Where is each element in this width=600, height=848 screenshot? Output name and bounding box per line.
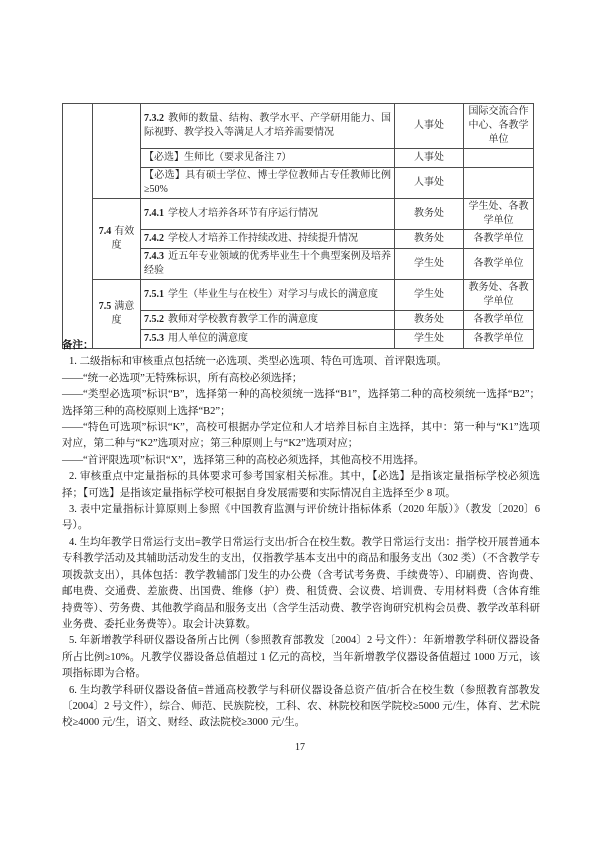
group-label: 满意度 <box>111 301 135 326</box>
coop-cell: 学生处、各教学单位 <box>464 199 534 230</box>
dept-cell: 人事处 <box>395 149 464 168</box>
group-cell-7-4 <box>93 199 141 280</box>
note-item: 1. 二级指标和审核重点包括统一必选项、类型必选项、特色可选项、首评限选项。 <box>69 356 447 368</box>
clause-text: 学校人才培养工作持续改进、持续提升情况 <box>168 233 358 244</box>
dept-cell: 学生处 <box>395 249 464 280</box>
group-cell-7-3 <box>93 104 141 199</box>
clause-text: 近五年专业领域的优秀毕业生十个典型案例及培养经验 <box>144 251 391 276</box>
note-item: 5. 年新增教学科研仪器设备所占比例（参照教育部教发〔2004〕2 号文件）：年新增教学科研仪器设备所占比例≥10%。凡教学仪器设备总值超过 1 亿元的高校，当年新增教学仪器设备值超过 1000 万元，该项指标即为合格。 <box>62 635 540 680</box>
dept-cell: 教务处 <box>395 199 464 230</box>
clause-number: 7.5.3 <box>144 333 164 344</box>
table-row <box>63 199 534 230</box>
clause-number: 7.5.2 <box>144 314 164 325</box>
notes-section <box>62 338 540 732</box>
indicator-table <box>62 103 534 349</box>
dept-cell: 教务处 <box>395 311 464 330</box>
dept-cell: 人事处 <box>395 104 464 149</box>
group-number: 7.4 <box>98 226 112 237</box>
dept-cell: 学生处 <box>395 330 464 349</box>
content-cell <box>141 311 395 330</box>
clause-number: 7.3.2 <box>144 113 164 124</box>
clause-number: 7.4.1 <box>144 208 164 219</box>
dept-cell: 教务处 <box>395 230 464 249</box>
content-cell <box>141 280 395 311</box>
level1-indicator-cell <box>63 104 93 349</box>
table-row <box>63 104 534 149</box>
clause-text: 【必选】具有硕士学位、博士学位教师占专任教师比例≥50% <box>144 170 391 195</box>
content-cell <box>141 168 395 199</box>
dept-cell: 学生处 <box>395 280 464 311</box>
note-item: ——“首评限选项”标识“X”，选择第三种的高校必须选择，其他高校不用选择。 <box>62 454 425 466</box>
group-label: 有效度 <box>111 226 135 251</box>
note-item: ——“特色可选项”标识“K”，高校可根据办学定位和人才培养目标自主选择，其中：第一种与“K1”选项对应，第二种与“K2”选项对应；第三种原则上与“K2”选项对应； <box>62 422 540 450</box>
notes-title: 备注： <box>62 340 94 351</box>
note-item: ——“类型必选项”标识“B”，选择第一种的高校须统一选择“B1”，选择第二种的高校须统一选择“B2”；选择第三种的高校原则上选择“B2”； <box>62 389 540 417</box>
coop-cell: 教务处、各教学单位 <box>464 280 534 311</box>
coop-cell: 各教学单位 <box>464 230 534 249</box>
content-cell <box>141 249 395 280</box>
clause-number: 7.4.2 <box>144 233 164 244</box>
coop-cell: 各教学单位 <box>464 249 534 280</box>
clause-text: 用人单位的满意度 <box>168 333 248 344</box>
content-cell <box>141 149 395 168</box>
note-item: 4. 生均年教学日常运行支出=教学日常运行支出/折合在校生数。教学日常运行支出：指学校开展普通本专科教学活动及其辅助活动发生的支出，仅指教学基本支出中的商品和服务支出（302 类）（不含教学专项拨款支出），具体包括：教学教辅部门发生的办公费（含考试考务费、手续费等）、印刷费、咨询费、邮电费、交通费、差旅费、出国费、维修（护）费、租赁费、会议费、培训费、专用材料费（含体育维持费等）、劳务费、其他教学商品和服务支出（含学生活动费、教学咨询研究机构会员费、教学改革科研业务费、委托业务费等）。取会计决算数。 <box>62 536 540 630</box>
table-row <box>63 280 534 311</box>
dept-cell: 人事处 <box>395 168 464 199</box>
clause-text: 【必选】生师比（要求见备注 7） <box>144 152 292 163</box>
group-number: 7.5 <box>98 301 112 312</box>
clause-text: 学生（毕业生与在校生）对学习与成长的满意度 <box>168 289 378 300</box>
clause-number: 7.4.3 <box>144 251 164 262</box>
coop-cell: 国际交流合作中心、各教学单位 <box>464 104 534 149</box>
clause-text: 教师的数量、结构、教学水平、产学研用能力、国际视野、教学投入等满足人才培养需要情况 <box>144 113 391 138</box>
note-item: 2. 审核重点中定量指标的具体要求可参考国家相关标准。其中，【必选】是指该定量指标学校必须选择；【可选】是指该定量指标学校可根据自身发展需要和实际情况自主选择至少 8 项。 <box>62 471 540 499</box>
content-cell <box>141 104 395 149</box>
page-number: 17 <box>295 742 305 753</box>
coop-cell <box>464 168 534 199</box>
coop-cell <box>464 149 534 168</box>
clause-text: 教师对学校教育教学工作的满意度 <box>168 314 318 325</box>
note-item: 3. 表中定量指标计算原则上参照《中国教育监测与评价统计指标体系（2020 年版）》（教发〔2020〕6 号）。 <box>62 504 540 532</box>
clause-number: 7.5.1 <box>144 289 164 300</box>
clause-text: 学校人才培养各环节有序运行情况 <box>168 208 318 219</box>
content-cell <box>141 230 395 249</box>
content-cell <box>141 199 395 230</box>
coop-cell: 各教学单位 <box>464 330 534 349</box>
note-item: 6. 生均教学科研仪器设备值=普通高校教学与科研仪器设备总资产值/折合在校生数（参照教育部教发〔2004〕2 号文件），综合、师范、民族院校，工科、农、林院校和医学院校≥5000 元/生，体育、艺术院校≥4000 元/生，语文、财经、政法院校≥3000 元/生。 <box>62 684 540 729</box>
note-item: ——“统一必选项”无特殊标识，所有高校必须选择； <box>62 372 303 384</box>
coop-cell: 各教学单位 <box>464 311 534 330</box>
